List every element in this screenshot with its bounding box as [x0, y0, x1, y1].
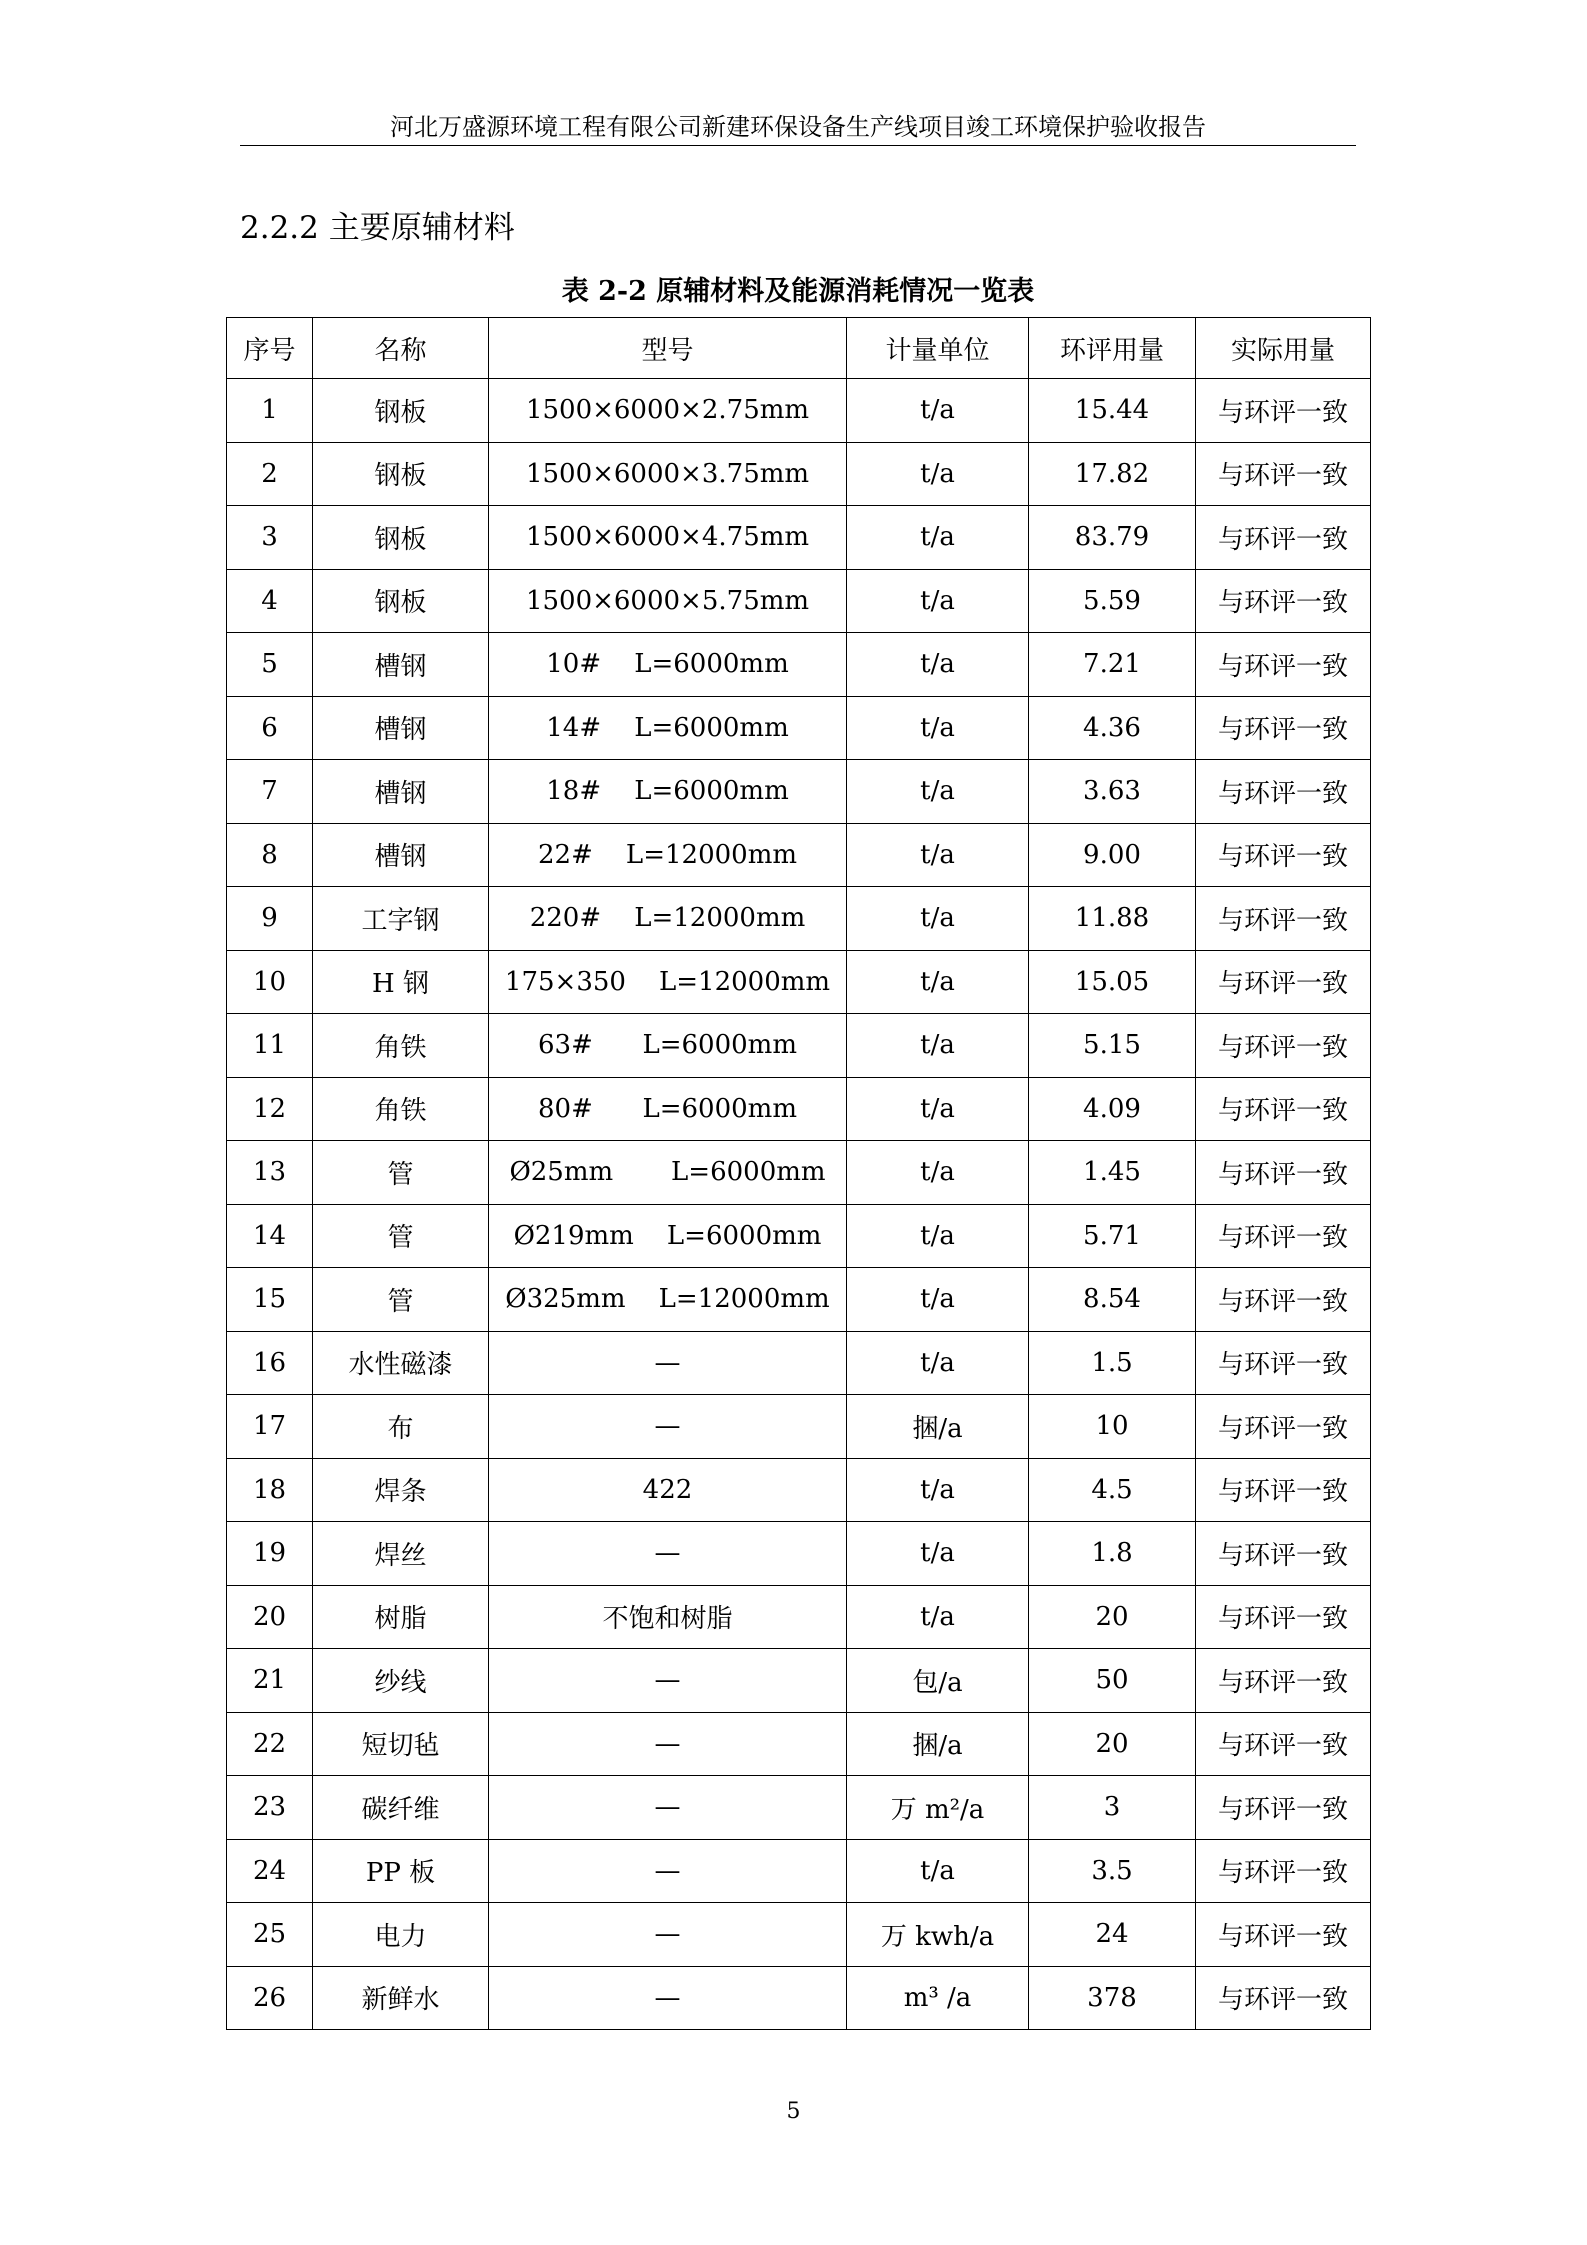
table-row	[227, 760, 1371, 824]
table-row	[227, 442, 1371, 506]
cell-unit: 捆/a	[847, 1712, 1029, 1776]
cell-actual: 与环评一致	[1196, 950, 1371, 1014]
cell-unit: t/a	[847, 1522, 1029, 1586]
cell-name: 槽钢	[313, 760, 489, 824]
cell-model: —	[489, 1776, 847, 1840]
cell-planned: 4.5	[1029, 1458, 1196, 1522]
cell-model: Ø325mm L=12000mm	[489, 1268, 847, 1332]
column-header-unit: 计量单位	[847, 318, 1029, 379]
table-row	[227, 823, 1371, 887]
cell-no: 3	[227, 506, 313, 570]
cell-actual: 与环评一致	[1196, 1712, 1371, 1776]
cell-unit: t/a	[847, 1141, 1029, 1205]
cell-planned: 10	[1029, 1395, 1196, 1459]
cell-actual: 与环评一致	[1196, 1776, 1371, 1840]
cell-planned: 8.54	[1029, 1268, 1196, 1332]
cell-model: —	[489, 1395, 847, 1459]
cell-actual: 与环评一致	[1196, 1966, 1371, 2030]
cell-name: 短切毡	[313, 1712, 489, 1776]
cell-model: —	[489, 1331, 847, 1395]
table-row	[227, 633, 1371, 697]
page-number: 5	[786, 2099, 801, 2124]
cell-actual: 与环评一致	[1196, 1014, 1371, 1078]
cell-name: 焊条	[313, 1458, 489, 1522]
cell-planned: 15.05	[1029, 950, 1196, 1014]
cell-no: 21	[227, 1649, 313, 1713]
table-row	[227, 1141, 1371, 1205]
table-row	[227, 1204, 1371, 1268]
cell-actual: 与环评一致	[1196, 823, 1371, 887]
cell-planned: 5.71	[1029, 1204, 1196, 1268]
cell-planned: 5.15	[1029, 1014, 1196, 1078]
cell-name: 槽钢	[313, 696, 489, 760]
cell-model: 不饱和树脂	[489, 1585, 847, 1649]
cell-unit: t/a	[847, 887, 1029, 951]
cell-unit: t/a	[847, 1014, 1029, 1078]
column-header-name: 名称	[313, 318, 489, 379]
cell-model: Ø25mm L=6000mm	[489, 1141, 847, 1205]
cell-name: 钢板	[313, 569, 489, 633]
cell-name: 钢板	[313, 442, 489, 506]
cell-unit: t/a	[847, 1585, 1029, 1649]
cell-planned: 17.82	[1029, 442, 1196, 506]
column-header-actual: 实际用量	[1196, 318, 1371, 379]
table-row	[227, 506, 1371, 570]
cell-model: 1500×6000×4.75mm	[489, 506, 847, 570]
cell-actual: 与环评一致	[1196, 696, 1371, 760]
cell-unit: t/a	[847, 569, 1029, 633]
cell-no: 12	[227, 1077, 313, 1141]
cell-planned: 20	[1029, 1585, 1196, 1649]
cell-actual: 与环评一致	[1196, 1458, 1371, 1522]
cell-planned: 9.00	[1029, 823, 1196, 887]
cell-name: 管	[313, 1268, 489, 1332]
cell-planned: 7.21	[1029, 633, 1196, 697]
cell-model: 14# L=6000mm	[489, 696, 847, 760]
cell-actual: 与环评一致	[1196, 442, 1371, 506]
table-row	[227, 696, 1371, 760]
table-row	[227, 1585, 1371, 1649]
cell-no: 24	[227, 1839, 313, 1903]
cell-unit: t/a	[847, 1077, 1029, 1141]
cell-planned: 3	[1029, 1776, 1196, 1840]
cell-planned: 4.09	[1029, 1077, 1196, 1141]
table-row	[227, 1331, 1371, 1395]
cell-actual: 与环评一致	[1196, 1522, 1371, 1586]
cell-planned: 20	[1029, 1712, 1196, 1776]
cell-model: —	[489, 1903, 847, 1967]
cell-actual: 与环评一致	[1196, 633, 1371, 697]
cell-name: 电力	[313, 1903, 489, 1967]
cell-unit: t/a	[847, 1331, 1029, 1395]
table-row	[227, 1014, 1371, 1078]
cell-no: 20	[227, 1585, 313, 1649]
cell-planned: 5.59	[1029, 569, 1196, 633]
cell-no: 18	[227, 1458, 313, 1522]
cell-unit: 包/a	[847, 1649, 1029, 1713]
table-header-row	[227, 318, 1371, 379]
column-header-no: 序号	[227, 318, 313, 379]
cell-unit: t/a	[847, 823, 1029, 887]
cell-no: 25	[227, 1903, 313, 1967]
table-body	[227, 379, 1371, 2030]
cell-planned: 50	[1029, 1649, 1196, 1713]
cell-no: 17	[227, 1395, 313, 1459]
cell-unit: m³ /a	[847, 1966, 1029, 2030]
cell-unit: t/a	[847, 696, 1029, 760]
cell-model: 1500×6000×2.75mm	[489, 379, 847, 443]
cell-planned: 3.5	[1029, 1839, 1196, 1903]
cell-planned: 83.79	[1029, 506, 1196, 570]
table-row	[227, 1839, 1371, 1903]
cell-model: 80# L=6000mm	[489, 1077, 847, 1141]
cell-no: 23	[227, 1776, 313, 1840]
table-row	[227, 1268, 1371, 1332]
cell-model: 1500×6000×5.75mm	[489, 569, 847, 633]
cell-no: 6	[227, 696, 313, 760]
cell-unit: t/a	[847, 506, 1029, 570]
cell-no: 9	[227, 887, 313, 951]
table-row	[227, 1522, 1371, 1586]
cell-unit: t/a	[847, 1204, 1029, 1268]
cell-no: 15	[227, 1268, 313, 1332]
cell-actual: 与环评一致	[1196, 1204, 1371, 1268]
cell-name: 水性磁漆	[313, 1331, 489, 1395]
cell-unit: 万 m²/a	[847, 1776, 1029, 1840]
cell-actual: 与环评一致	[1196, 1331, 1371, 1395]
cell-name: PP 板	[313, 1839, 489, 1903]
table-row	[227, 1649, 1371, 1713]
cell-no: 4	[227, 569, 313, 633]
cell-actual: 与环评一致	[1196, 1268, 1371, 1332]
cell-name: 钢板	[313, 506, 489, 570]
cell-planned: 4.36	[1029, 696, 1196, 760]
table-row	[227, 1712, 1371, 1776]
cell-no: 14	[227, 1204, 313, 1268]
cell-actual: 与环评一致	[1196, 1839, 1371, 1903]
cell-name: 角铁	[313, 1014, 489, 1078]
section-heading: 2.2.2 主要原辅材料	[240, 210, 515, 246]
cell-unit: t/a	[847, 950, 1029, 1014]
table-row	[227, 1395, 1371, 1459]
cell-name: 钢板	[313, 379, 489, 443]
cell-no: 26	[227, 1966, 313, 2030]
cell-unit: t/a	[847, 760, 1029, 824]
cell-model: —	[489, 1966, 847, 2030]
cell-actual: 与环评一致	[1196, 1077, 1371, 1141]
cell-planned: 1.45	[1029, 1141, 1196, 1205]
cell-name: 管	[313, 1204, 489, 1268]
cell-planned: 11.88	[1029, 887, 1196, 951]
cell-actual: 与环评一致	[1196, 506, 1371, 570]
cell-name: 角铁	[313, 1077, 489, 1141]
cell-model: 220# L=12000mm	[489, 887, 847, 951]
cell-planned: 3.63	[1029, 760, 1196, 824]
cell-unit: t/a	[847, 1458, 1029, 1522]
running-header: 河北万盛源环境工程有限公司新建环保设备生产线项目竣工环境保护验收报告	[390, 113, 1206, 141]
cell-planned: 1.8	[1029, 1522, 1196, 1586]
header-divider	[240, 145, 1356, 146]
table-row	[227, 1077, 1371, 1141]
cell-planned: 378	[1029, 1966, 1196, 2030]
cell-name: 布	[313, 1395, 489, 1459]
cell-model: 1500×6000×3.75mm	[489, 442, 847, 506]
cell-no: 11	[227, 1014, 313, 1078]
cell-name: 工字钢	[313, 887, 489, 951]
cell-actual: 与环评一致	[1196, 1649, 1371, 1713]
cell-unit: t/a	[847, 442, 1029, 506]
cell-planned: 1.5	[1029, 1331, 1196, 1395]
cell-name: 槽钢	[313, 633, 489, 697]
cell-unit: t/a	[847, 1268, 1029, 1332]
cell-no: 13	[227, 1141, 313, 1205]
cell-no: 10	[227, 950, 313, 1014]
cell-model: —	[489, 1712, 847, 1776]
table-row	[227, 887, 1371, 951]
cell-no: 22	[227, 1712, 313, 1776]
cell-actual: 与环评一致	[1196, 569, 1371, 633]
cell-no: 8	[227, 823, 313, 887]
cell-no: 7	[227, 760, 313, 824]
cell-planned: 24	[1029, 1903, 1196, 1967]
cell-no: 2	[227, 442, 313, 506]
cell-model: 10# L=6000mm	[489, 633, 847, 697]
cell-unit: 捆/a	[847, 1395, 1029, 1459]
column-header-model: 型号	[489, 318, 847, 379]
cell-actual: 与环评一致	[1196, 1903, 1371, 1967]
table-row	[227, 1776, 1371, 1840]
table-row	[227, 1903, 1371, 1967]
cell-actual: 与环评一致	[1196, 760, 1371, 824]
cell-no: 19	[227, 1522, 313, 1586]
table-row	[227, 950, 1371, 1014]
cell-model: 422	[489, 1458, 847, 1522]
cell-model: —	[489, 1649, 847, 1713]
cell-unit: 万 kwh/a	[847, 1903, 1029, 1967]
cell-actual: 与环评一致	[1196, 379, 1371, 443]
table-row	[227, 1458, 1371, 1522]
cell-unit: t/a	[847, 1839, 1029, 1903]
cell-no: 1	[227, 379, 313, 443]
cell-name: 碳纤维	[313, 1776, 489, 1840]
cell-model: 175×350 L=12000mm	[489, 950, 847, 1014]
cell-unit: t/a	[847, 633, 1029, 697]
cell-model: 22# L=12000mm	[489, 823, 847, 887]
cell-model: —	[489, 1522, 847, 1586]
cell-name: H 钢	[313, 950, 489, 1014]
table-caption: 表 2-2 原辅材料及能源消耗情况一览表	[561, 276, 1035, 307]
cell-model: —	[489, 1839, 847, 1903]
cell-model: 18# L=6000mm	[489, 760, 847, 824]
column-header-planned: 环评用量	[1029, 318, 1196, 379]
cell-model: Ø219mm L=6000mm	[489, 1204, 847, 1268]
cell-actual: 与环评一致	[1196, 1395, 1371, 1459]
cell-name: 树脂	[313, 1585, 489, 1649]
cell-planned: 15.44	[1029, 379, 1196, 443]
cell-name: 纱线	[313, 1649, 489, 1713]
materials-table	[226, 317, 1371, 2030]
cell-no: 16	[227, 1331, 313, 1395]
cell-no: 5	[227, 633, 313, 697]
table-row	[227, 379, 1371, 443]
cell-name: 新鲜水	[313, 1966, 489, 2030]
cell-name: 焊丝	[313, 1522, 489, 1586]
cell-actual: 与环评一致	[1196, 1585, 1371, 1649]
cell-model: 63# L=6000mm	[489, 1014, 847, 1078]
cell-unit: t/a	[847, 379, 1029, 443]
table-row	[227, 1966, 1371, 2030]
cell-actual: 与环评一致	[1196, 1141, 1371, 1205]
cell-actual: 与环评一致	[1196, 887, 1371, 951]
cell-name: 管	[313, 1141, 489, 1205]
cell-name: 槽钢	[313, 823, 489, 887]
table-row	[227, 569, 1371, 633]
